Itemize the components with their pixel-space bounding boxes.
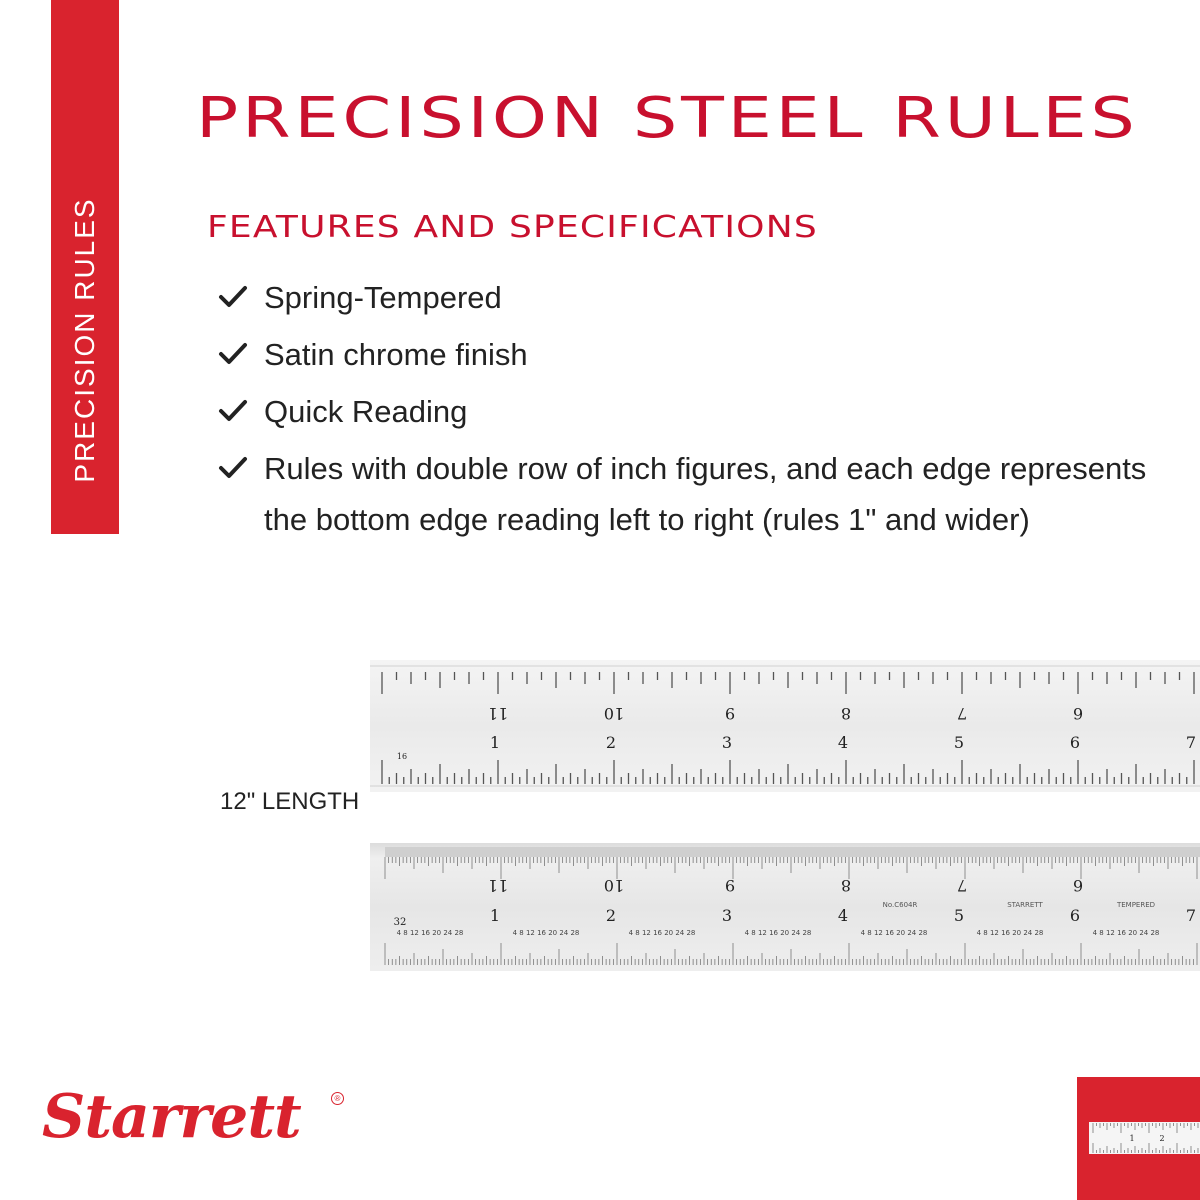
- feature-text: Rules with double row of inch figures, and each edge represents the bottom edge reading left to right (rules 1" and wider): [264, 451, 1147, 537]
- graduation-label: 32: [393, 917, 407, 928]
- checkmark-icon: [218, 455, 248, 481]
- badge-number: 2: [1159, 1134, 1165, 1143]
- ruler-imprint: No.C604R: [882, 901, 918, 909]
- length-label: 12" LENGTH: [220, 788, 360, 815]
- fine-scale-label: 4 8 12 16 20 24 28: [860, 929, 928, 937]
- graduation-label: 16: [396, 752, 408, 761]
- ruler-imprint: TEMPERED: [1116, 901, 1156, 909]
- registered-mark: ®: [331, 1092, 344, 1105]
- inch-number: 6: [1069, 906, 1081, 925]
- inch-number: 3: [721, 733, 733, 752]
- feature-text: Quick Reading: [264, 394, 468, 429]
- steel-rule-top: [370, 660, 1200, 792]
- badge-number: 1: [1129, 1134, 1135, 1143]
- fine-scale-label: 4 8 12 16 20 24 28: [396, 929, 464, 937]
- upside-down-number: 10: [603, 876, 625, 895]
- upside-down-number: 8: [840, 876, 852, 895]
- inch-number: 6: [1069, 733, 1081, 752]
- feature-item: [218, 329, 1168, 380]
- upside-down-number: 9: [724, 876, 736, 895]
- fine-scale-label: 4 8 12 16 20 24 28: [628, 929, 696, 937]
- inch-number: 7: [1185, 906, 1197, 925]
- inch-number: 5: [953, 733, 965, 752]
- inch-number: 4: [837, 906, 849, 925]
- feature-list: [218, 272, 1168, 551]
- upside-down-number: 11: [487, 876, 509, 895]
- sidebar-label: PRECISION RULES: [69, 197, 100, 483]
- upside-down-number: 9: [724, 704, 736, 723]
- upside-down-number: 11: [487, 704, 509, 723]
- upside-down-number: 6: [1072, 704, 1084, 723]
- fine-scale-label: 4 8 12 16 20 24 28: [1092, 929, 1160, 937]
- inch-number: 1: [489, 906, 501, 925]
- fine-scale-label: 4 8 12 16 20 24 28: [744, 929, 812, 937]
- inch-number: 5: [953, 906, 965, 925]
- checkmark-icon: [218, 341, 248, 367]
- feature-text: Satin chrome finish: [264, 337, 528, 372]
- ruler-badge-icon: [1077, 1077, 1200, 1200]
- upside-down-number: 6: [1072, 876, 1084, 895]
- checkmark-icon: [218, 284, 248, 310]
- upside-down-number: 10: [603, 704, 625, 723]
- checkmark-icon: [218, 398, 248, 424]
- feature-text: Spring-Tempered: [264, 280, 502, 315]
- feature-item: [218, 272, 1168, 323]
- page-title: PRECISION STEEL RULES: [196, 86, 1139, 151]
- upside-down-number: 8: [840, 704, 852, 723]
- feature-item: [218, 386, 1168, 437]
- fine-scale-label: 4 8 12 16 20 24 28: [512, 929, 580, 937]
- starrett-logo: Starrett: [42, 1082, 301, 1152]
- upside-down-number: 7: [956, 876, 968, 895]
- ruler-imprint: STARRETT: [1007, 901, 1043, 909]
- fine-scale-label: 4 8 12 16 20 24 28: [976, 929, 1044, 937]
- inch-number: 1: [489, 733, 501, 752]
- steel-rule-bottom: [370, 843, 1200, 971]
- section-subtitle: FEATURES AND SPECIFICATIONS: [207, 210, 818, 245]
- inch-number: 2: [605, 733, 617, 752]
- feature-item: [218, 443, 1168, 545]
- inch-number: 3: [721, 906, 733, 925]
- upside-down-number: 7: [956, 704, 968, 723]
- inch-number: 2: [605, 906, 617, 925]
- inch-number: 7: [1185, 733, 1197, 752]
- inch-number: 4: [837, 733, 849, 752]
